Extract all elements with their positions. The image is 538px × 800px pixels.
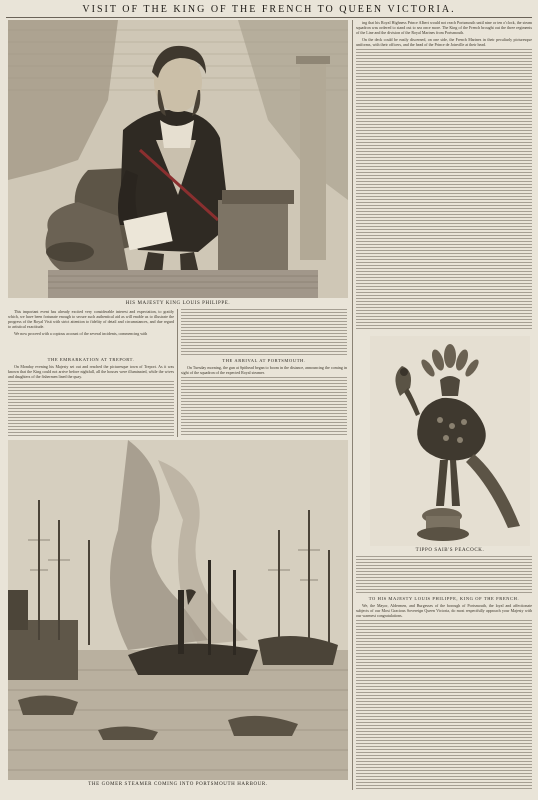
text-lines <box>8 381 174 436</box>
right-column-mid <box>356 556 532 594</box>
text-lines <box>356 620 532 790</box>
column-divider-right <box>352 20 353 790</box>
intro-paragraph-2: We now proceed with a copious account of the several incidents, commencing with <box>14 331 148 337</box>
harbour-caption: THE GOMER STEAMER COMING INTO PORTSMOUTH HARBOUR. <box>88 782 268 787</box>
right-column-top <box>356 20 532 330</box>
portrait-engraving <box>8 20 348 298</box>
embarkation-heading: THE EMBARKATION AT TREPORT. <box>47 357 135 362</box>
intro-column <box>8 309 174 355</box>
address-paragraph: We, the Mayor, Aldermen, and Burgesses of the borough of Portsmouth, the loyal and affectionate subjects of our Most Gracious Sovereign Queen Victoria, do most respectfully approach your Majesty with our warmest congratulations. <box>356 603 532 619</box>
peacock-caption: TIPPO SAIB'S PEACOCK. <box>415 548 485 553</box>
arrival-heading: THE ARRIVAL AT PORTSMOUTH. <box>222 358 306 363</box>
text-lines <box>181 377 347 437</box>
page-title: VISIT OF THE KING OF THE FRENCH TO QUEEN VICTORIA. <box>82 4 456 15</box>
arrival-column <box>181 365 347 437</box>
text-lines <box>356 49 532 330</box>
right-paragraph: ing that his Royal Highness Prince Albert would not reach Portsmouth until nine or ten o'clock, the steam squadron was ordered to stand out to sea once more. The King of the French brought out the three regiments of the Line and the division of the Royal Marines from Portsmouth. <box>356 20 532 36</box>
text-lines <box>356 556 532 594</box>
embarkation-paragraph: On Monday evening his Majesty set out and reached the picturesque town of Treport. As it was known that the King could not arrive before nightfall, all the houses were illuminated, while the wives and daughters of the fishermen lined the quay. <box>8 364 174 380</box>
intro-paragraph: This important event has already excited very considerable interest and expectation, to gratify which, we have been fortunate enough to secure such authentical aid as will enable us to illustrate the progress of the Royal Visit with strict attention to fidelity of detail and circumstances, and due regard to artistical exactitude. <box>8 309 174 330</box>
harbour-engraving <box>8 440 348 780</box>
right-paragraph-2: On the deck could be easily discerned, on one side, the French Marines in their peculiarly picturesque uniforms, with their officers, and the head of the Prince de Joinville at their head. <box>356 37 532 48</box>
peacock-engraving <box>370 336 530 546</box>
address-heading: TO HIS MAJESTY LOUIS PHILIPPE, KING OF THE FRENCH. <box>368 596 520 601</box>
arrival-paragraph: On Tuesday morning, the gun at Spithead began to boom in the distance, announcing the coming in sight of the squadron of the expected Royal steamer. <box>181 365 347 376</box>
column-divider <box>177 309 178 437</box>
address-column <box>356 603 532 790</box>
text-lines <box>181 309 347 357</box>
portrait-caption: HIS MAJESTY KING LOUIS PHILIPPE. <box>125 301 231 306</box>
middle-column-top <box>181 309 347 357</box>
embarkation-column <box>8 364 174 436</box>
title-rule <box>6 17 532 18</box>
